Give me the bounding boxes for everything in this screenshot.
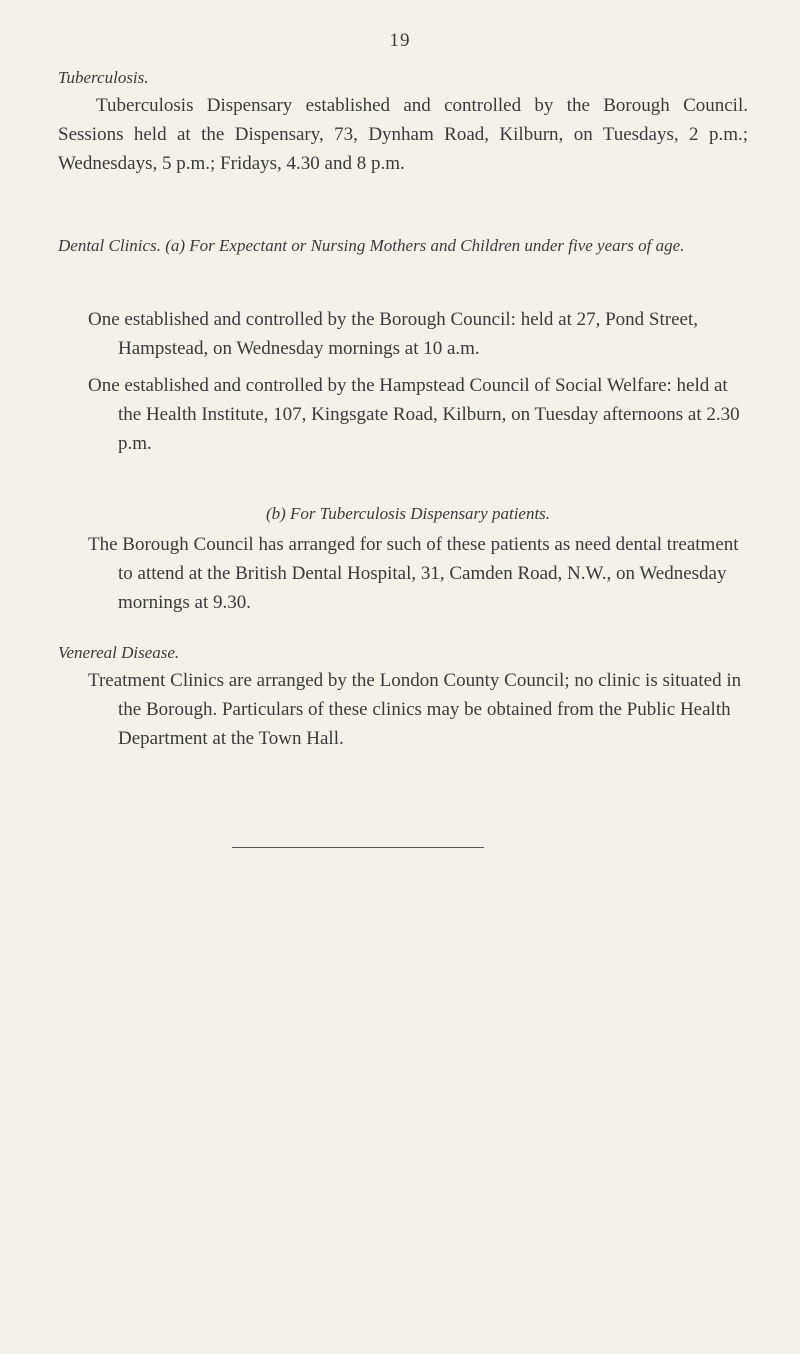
- venereal-body: [88, 666, 748, 753]
- tuberculosis-heading: Tuberculosis.: [58, 68, 149, 87]
- dental-para-3: The Borough Council has arranged for such of these patients as need dental treatment to attend at the British Dental Hospital, 31, Camden Road, N.W., on Wednesday mornings at 9.30.: [88, 534, 739, 613]
- tuberculosis-section: [58, 68, 748, 88]
- venereal-section: [58, 643, 748, 663]
- tuberculosis-body: [58, 91, 748, 178]
- dental-para-2-block: [88, 371, 748, 458]
- dental-para-2: One established and controlled by the Hampstead Council of Social Welfare: held at the Health Institute, 107, Kingsgate Road, Kilburn, on Tuesday afternoons at 2.30 p.m.: [88, 375, 740, 454]
- page-number: 19: [389, 30, 411, 51]
- venereal-heading: Venereal Disease.: [58, 643, 180, 662]
- dental-para-1-block: [88, 305, 748, 363]
- tuberculosis-text: Tuberculosis Dispensary established and controlled by the Borough Council. Sessions held at the Dispensary, 73, Dynham Road, Kilburn, on Tuesdays, 2 p.m.; Wednesdays, 5 p.m.; Fridays, 4.30 and 8 p.m.: [58, 95, 748, 174]
- section-divider: [232, 847, 484, 848]
- dental-para-1: One established and controlled by the Borough Council: held at 27, Pond Street, Hampstead, on Wednesday mornings at 10 a.m.: [88, 309, 699, 359]
- venereal-text: Treatment Clinics are arranged by the London County Council; no clinic is situated in the Borough. Particulars of these clinics may be obtained from the Public Health Department at the Town Hall.: [88, 670, 742, 749]
- dental-clinics-heading: Dental Clinics. (a) For Expectant or Nursing Mothers and Children under five years of age.: [58, 236, 685, 255]
- dental-para-3-block: [88, 530, 748, 617]
- dental-sub-heading-b-block: [58, 504, 758, 524]
- dental-clinics-section: [58, 231, 748, 260]
- dental-sub-heading-b: (b) For Tuberculosis Dispensary patients.: [265, 504, 551, 523]
